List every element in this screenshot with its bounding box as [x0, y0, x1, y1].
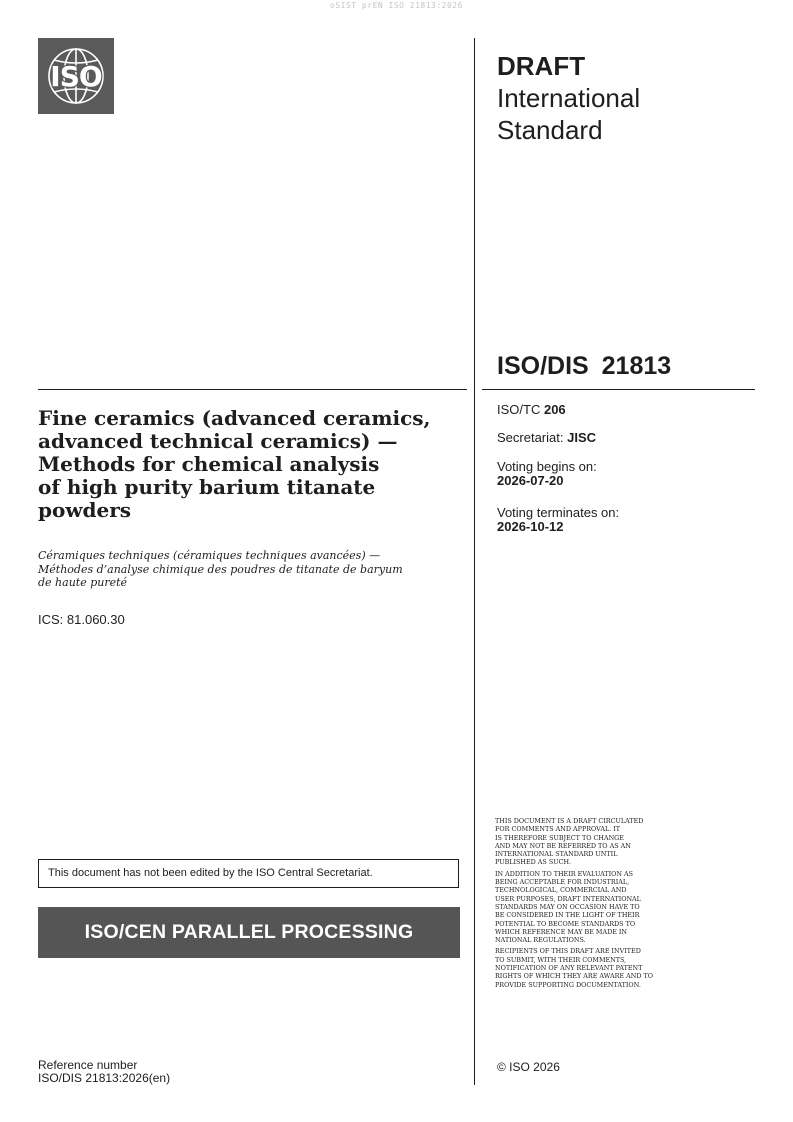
disclaimer-line: IN ADDITION TO THEIR EVALUATION AS [495, 869, 634, 878]
voting-begins [497, 460, 597, 488]
title-line: of high purity barium titanate [38, 475, 376, 499]
disclaimer-line: INTERNATIONAL STANDARD UNTIL [495, 850, 618, 859]
disclaimer-line: PUBLISHED AS SUCH. [495, 858, 572, 867]
disclaimer-line: THIS DOCUMENT IS A DRAFT CIRCULATED [495, 817, 644, 825]
disclaimer-line: STANDARDS MAY ON OCCASION HAVE TO [495, 902, 640, 911]
disclaimer-paragraph [495, 947, 700, 988]
title-line: powders [38, 498, 132, 522]
draft-type-line1: International [497, 83, 641, 113]
secretariat-label: Secretariat: [497, 430, 564, 445]
voting-begins-label: Voting begins on: [497, 459, 597, 474]
standard-number: ISO/DIS 21813 [497, 352, 672, 380]
draft-label: DRAFT [497, 51, 586, 81]
parallel-processing-banner: ISO/CEN PARALLEL PROCESSING [38, 907, 460, 958]
disclaimer-line: TO SUBMIT, WITH THEIR COMMENTS, [495, 955, 627, 964]
title-rule-right [482, 389, 755, 390]
watermark: oSIST prEN ISO 21813:2026 [330, 1, 463, 10]
subtitle-line: Méthodes d’analyse chimique des poudres de titanate de baryum [38, 562, 403, 576]
title-line: Fine ceramics (advanced ceramics, [38, 406, 431, 430]
technical-committee [497, 403, 566, 417]
disclaimer-line: IS THEREFORE SUBJECT TO CHANGE [495, 833, 624, 842]
subtitle-line: Céramiques techniques (céramiques techniques avancées) — [38, 549, 381, 562]
subtitle-line: de haute pureté [38, 576, 128, 589]
title-line: Methods for chemical analysis [38, 452, 380, 476]
french-title [38, 549, 458, 590]
disclaimer-line: BE CONSIDERED IN THE LIGHT OF THEIR [495, 911, 640, 920]
disclaimer-line: USER PURPOSES, DRAFT INTERNATIONAL [495, 894, 641, 903]
voting-begins-date: 2026-07-20 [497, 473, 564, 488]
ics-code: ICS: 81.060.30 [38, 612, 125, 627]
document-title [38, 407, 458, 522]
disclaimer-paragraph [495, 870, 700, 945]
draft-disclaimer [495, 817, 700, 992]
svg-text:ISO: ISO [50, 60, 102, 93]
voting-terminates [497, 506, 619, 534]
column-divider [474, 38, 475, 1085]
tc-value: 206 [543, 402, 566, 417]
disclaimer-line: PROVIDE SUPPORTING DOCUMENTATION. [495, 980, 641, 989]
disclaimer-line: POTENTIAL TO BECOME STANDARDS TO [495, 919, 636, 928]
iso-logo [38, 38, 114, 114]
voting-terminates-date: 2026-10-12 [497, 519, 564, 534]
disclaimer-line: NATIONAL REGULATIONS. [495, 936, 586, 945]
draft-type-line2: Standard [497, 115, 603, 145]
secretariat [497, 431, 596, 445]
disclaimer-line: RIGHTS OF WHICH THEY ARE AWARE AND TO [495, 972, 654, 981]
copyright: © ISO 2026 [497, 1060, 560, 1074]
editing-notice: This document has not been edited by the ISO Central Secretariat. [38, 859, 459, 888]
title-rule-left [38, 389, 467, 390]
tc-label: ISO/TC [497, 402, 541, 417]
disclaimer-line: BEING ACCEPTABLE FOR INDUSTRIAL, [495, 878, 630, 887]
reference-number [38, 1059, 170, 1085]
disclaimer-paragraph [495, 817, 700, 867]
disclaimer-line: FOR COMMENTS AND APPROVAL. IT [495, 825, 621, 834]
reference-value: ISO/DIS 21813:2026(en) [38, 1071, 171, 1085]
disclaimer-line: NOTIFICATION OF ANY RELEVANT PATENT [495, 964, 643, 973]
draft-heading [497, 50, 640, 146]
voting-terminates-label: Voting terminates on: [497, 505, 620, 520]
disclaimer-line: RECIPIENTS OF THIS DRAFT ARE INVITED [495, 947, 641, 956]
reference-label: Reference number [38, 1058, 138, 1072]
disclaimer-line: WHICH REFERENCE MAY BE MADE IN [495, 927, 628, 936]
title-line: advanced technical ceramics) — [38, 429, 398, 453]
secretariat-value: JISC [567, 430, 597, 445]
disclaimer-line: TECHNOLOGICAL, COMMERCIAL AND [495, 886, 627, 895]
disclaimer-line: AND MAY NOT BE REFERRED TO AS AN [495, 841, 631, 850]
